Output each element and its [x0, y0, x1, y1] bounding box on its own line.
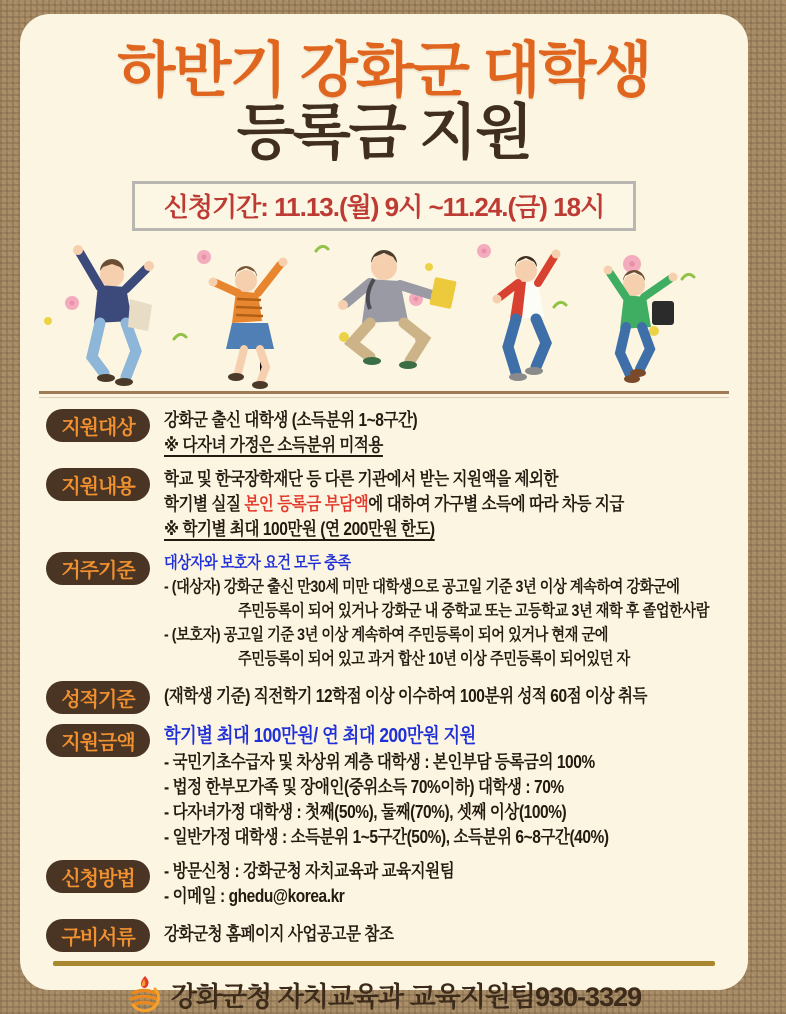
- apply-method-line1: - 방문신청 : 강화군청 자치교육과 교육지원팀: [164, 860, 455, 881]
- residency-badge: 거주기준: [46, 552, 150, 585]
- footer: [20, 975, 748, 1014]
- poster-title: [20, 37, 748, 167]
- info-sections: [20, 408, 748, 952]
- support-target-line1: 강화군 출신 대학생 (소득분위 1~8구간): [164, 409, 418, 430]
- amount-line2: - 법정 한부모가족 및 장애인(중위소득 70%이하) 대학생 : 70%: [164, 776, 564, 797]
- documents-line1: 강화군청 홈페이지 사업공고문 참조: [164, 923, 394, 944]
- footer-contact: 강화군청 자치교육과 교육지원팀930-3329: [170, 981, 642, 1012]
- support-target-badge: 지원대상: [46, 409, 150, 442]
- amount-line4: - 일반가정 대학생 : 소득분위 1~5구간(50%), 소득분위 6~8구간(40%): [164, 826, 609, 847]
- amount-badge: 지원금액: [46, 724, 150, 757]
- support-target-line2: ※ 다자녀 가정은 소득분위 미적용: [164, 434, 383, 455]
- footer-divider: [53, 961, 715, 966]
- title-line-1: 하반기 강화군 대학생: [117, 37, 651, 104]
- amount-headline: 학기별 최대 100만원/ 연 최대 200만원 지원: [164, 724, 476, 747]
- apply-method-content: [164, 859, 501, 909]
- residency-line4: 주민등록이 되어 있고 과거 합산 10년 이상 주민등록이 되어있던 자: [238, 649, 630, 668]
- application-period-text: 신청기간: 11.13.(월) 9시 ~11.24.(금) 18시: [163, 192, 605, 223]
- student-figure-1: [73, 245, 154, 386]
- residency-line1: - (대상자) 강화군 출신 만30세 미만 대학생으로 공고일 기준 3년 이상 계속하여 강화군에: [164, 577, 680, 596]
- documents-badge: 구비서류: [46, 919, 150, 952]
- poster-card: [20, 14, 748, 1012]
- support-content-line1: 학교 및 한국장학재단 등 다른 기관에서 받는 지원액을 제외한: [164, 468, 559, 489]
- section-grade: [20, 680, 748, 714]
- application-period-box: [132, 181, 636, 231]
- grade-line1: (재학생 기준) 직전학기 12학점 이상 이수하여 100분위 성적 60점 이상 취득: [164, 685, 648, 706]
- illustration-divider: [39, 391, 729, 398]
- student-figure-5: [604, 265, 678, 383]
- section-residency: [20, 551, 748, 671]
- support-content-content: [164, 467, 699, 542]
- documents-content: [164, 918, 431, 951]
- residency-line3: - (보호자) 공고일 기준 3년 이상 계속하여 주민등록이 되어 있거나 현재 군에: [164, 625, 609, 644]
- section-support-content: [20, 467, 748, 542]
- student-figure-2: [209, 257, 288, 389]
- grade-content: [164, 680, 726, 713]
- support-content-line2: 학기별 실질 본인 등록금 부담액에 대하여 가구별 소득에 따라 차등 지급: [164, 493, 624, 514]
- title-line-2: 등록금 지원: [236, 99, 532, 167]
- students-illustration: [34, 239, 734, 389]
- apply-method-email: - 이메일 : ghedu@korea.kr: [164, 885, 345, 906]
- amount-line1: - 국민기초수급자 및 차상위 계층 대학생 : 본인부담 등록금의 100%: [164, 751, 595, 772]
- apply-method-badge: 신청방법: [46, 860, 150, 893]
- amount-line3: - 다자녀가정 대학생 : 첫째(50%), 둘째(70%), 셋째 이상(100%): [164, 801, 567, 822]
- student-figure-3: [338, 250, 457, 369]
- support-content-line3: ※ 학기별 최대 100만원 (연 200만원 한도): [164, 518, 435, 539]
- section-support-target: [20, 408, 748, 458]
- residency-headline: 대상자와 보호자 요건 모두 충족: [164, 553, 351, 572]
- section-apply-method: [20, 859, 748, 909]
- student-figure-4: [493, 249, 561, 381]
- residency-content: [164, 551, 748, 671]
- section-amount: [20, 723, 748, 850]
- amount-content: [164, 723, 681, 850]
- residency-line2: 주민등록이 되어 있거나 강화군 내 중학교 또는 고등학교 3년 재학 후 졸업한사람: [238, 601, 709, 620]
- section-documents: [20, 918, 748, 952]
- support-target-content: [164, 408, 458, 458]
- ganghwa-flame-logo-icon: [127, 975, 161, 1013]
- tuition-burden-highlight: 본인 등록금 부담액: [244, 493, 369, 514]
- support-content-badge: 지원내용: [46, 468, 150, 501]
- grade-badge: 성적기준: [46, 681, 150, 714]
